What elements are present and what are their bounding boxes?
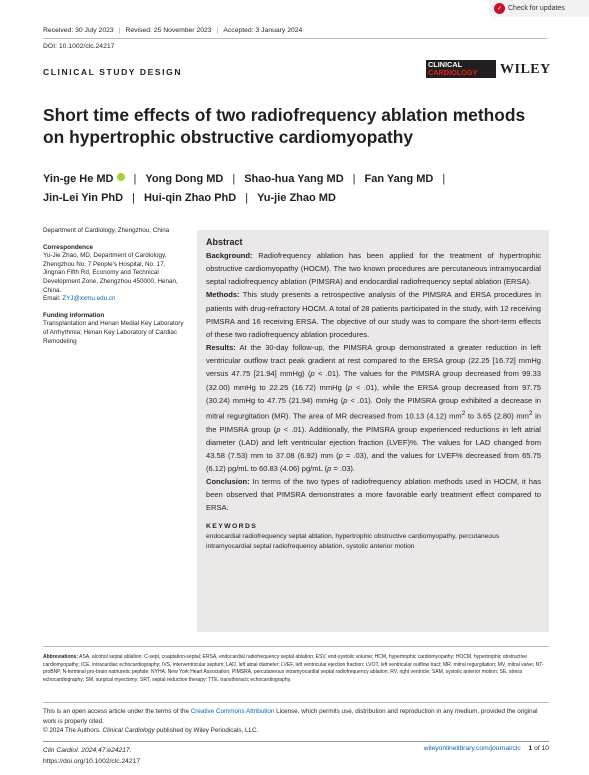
doi-url[interactable]: https://doi.org/10.1002/clc.24217 <box>43 758 141 765</box>
author-name[interactable]: Yong Dong MD <box>145 173 224 185</box>
author-separator: | <box>232 173 236 185</box>
page-number <box>529 745 549 752</box>
abstract-background <box>206 249 541 288</box>
header-divider <box>43 38 547 39</box>
results-label: Results: <box>206 343 236 353</box>
methods-text: This study presents a retrospective analysis of the PIMSRA and ERSA procedures in patients with drug-refractory HOCM. A total of 28 patients participated in the study, with 12 receiving PIMSRA and 16 receiving ERSA. The objective of our study was to compare the short-term effects of these two radiofrequency ablation procedures. <box>206 290 541 339</box>
superscript: 2 <box>528 409 533 417</box>
section-label: CLINICAL STUDY DESIGN <box>43 67 183 77</box>
email-link[interactable]: ZYJ@xxmu.edu.cn <box>62 295 116 303</box>
author-name[interactable]: Hui-qin Zhao PhD <box>143 192 237 204</box>
page-current: 1 <box>528 745 533 752</box>
abstract-results <box>206 341 541 475</box>
results-text: < .01). Additionally, the PIMSRA group experienced reductions in left atrial diameter (LAD) and left ventricular ejection fraction (LVEF)%. The values for LAD changed from 43.58 (7.53) mm to 37.08 (6.92) mm ( <box>206 424 541 460</box>
author-separator: | <box>245 192 249 204</box>
email-label: Email: <box>43 295 61 303</box>
footer-citation <box>43 745 140 767</box>
superscript: 2 <box>461 409 466 417</box>
results-text: to 3.65 (2.80) mm <box>465 411 529 421</box>
p-value-symbol: p <box>343 395 348 405</box>
author-separator: | <box>132 192 135 204</box>
author-separator: | <box>352 173 356 185</box>
funding-text: Transplantation and Henan Medial Key Laboratory of Arrhythmia; Henan Key Laboratory of Cardiac Remodeling <box>43 320 184 345</box>
check-updates-label: Check for updates <box>508 4 565 12</box>
license-divider <box>43 702 549 703</box>
citation-text <box>43 745 140 756</box>
correspondence-email <box>43 295 186 304</box>
orcid-icon[interactable] <box>117 173 125 181</box>
abbreviations-divider <box>43 646 549 647</box>
conclusion-text: In terms of the two types of radiofrequency ablation methods used in HOCM, it has been observed that PIMSRA demonstrates a more favorable early treatment effect compared to ERSA. <box>206 477 541 513</box>
copyright <box>43 726 549 736</box>
journal-logo <box>426 60 496 78</box>
p-value-symbol: p <box>327 464 332 474</box>
p-value-symbol: p <box>347 382 353 392</box>
article-doi: DOI: 10.1002/clc.24217 <box>43 43 115 50</box>
results-text: = .03), and the values for LVEF% decreased from 65.75 (6.12) pg/mL to 60.83 (4.06) pg/mL ( <box>206 450 541 474</box>
results-text: in the PIMSRA group ( <box>206 411 541 434</box>
license-text-part: License, which permits use, distribution and reproduction in any medium, provided the original work is properly cited. <box>43 708 538 725</box>
author-separator: | <box>442 173 446 185</box>
p-value-symbol: p <box>310 369 315 379</box>
correspondence-text: Yu-Jie Zhao, MD, Department of Cardiology, Zhengzhou No. 7 People's Hospital, No. 17, Jingnan Fifth Rd, Economy and Technical Development Zone, Zhengzhou 450000, Henan, China. <box>43 252 178 294</box>
conclusion-label: Conclusion: <box>206 477 250 487</box>
author-name[interactable]: Shao-hua Yang MD <box>244 173 344 185</box>
check-for-updates-button[interactable] <box>490 0 589 16</box>
methods-label: Methods: <box>206 290 240 300</box>
license-text-part: This is an open access article under the terms of the <box>43 708 191 715</box>
citation: Clin Cardiol. 2024;47:e24217. <box>43 747 132 754</box>
footer-divider <box>43 741 549 742</box>
author-name[interactable]: Fan Yang MD <box>364 173 434 185</box>
results-text: < .01). The values for the PIMSRA group decreased from 99.33 (32.00) mmHg to 22.25 (16.72) mmHg ( <box>206 369 541 392</box>
page-total: of 10 <box>534 745 549 752</box>
article-sidebar <box>43 227 186 346</box>
author-name[interactable]: Yu-jie Zhao MD <box>257 192 336 204</box>
keywords-heading: KEYWORDS <box>206 522 258 530</box>
author-name[interactable]: Jin-Lei Yin PhD <box>43 192 124 204</box>
results-text: < .01), while the ERSA group decreased from 97.75 (30.24) mmHg to 47.75 (21.94) mmHg ( <box>206 382 541 405</box>
abbreviations-label: Abbreviations: <box>43 654 79 660</box>
funding-heading: Funding information <box>43 311 105 319</box>
abstract-conclusion <box>206 475 541 514</box>
footer-right <box>397 745 549 752</box>
p-value-symbol: p <box>276 424 281 434</box>
copyright-part: published by Wiley Periodicals, LLC. <box>154 727 259 734</box>
author-list <box>43 170 553 208</box>
article-title: Short time effects of two radiofrequency ablation methods on hypertrophic obstructive cardiomyopathy <box>43 105 526 147</box>
check-updates-icon: ✓ <box>494 3 505 14</box>
copyright-part: © 2024 The Authors. <box>43 727 103 734</box>
accepted-date: Accepted: 3 January 2024 <box>223 27 303 34</box>
publisher-logo: WILEY <box>500 62 551 77</box>
results-text: < .01). Only the PIMSRA group exhibited a decrease in mitral regurgitation (MR). The area of MR decreased from 10.13 (4.12) mm <box>206 395 541 421</box>
results-text: At the 30-day follow-up, the PIMSRA group demonstrated a greater reduction in left ventricular outflow tract peak gradient at rest compared to the ERSA group (22.25 [16.72] mmHg versus 47.75 [21.94] mmHg) ( <box>206 343 541 379</box>
author-separator: | <box>133 173 137 185</box>
journal-logo-line1: CLINICAL <box>428 60 463 69</box>
correspondence-heading: Correspondence <box>43 243 94 251</box>
keywords-text: endocardial radiofrequency septal ablation, hypertrophic obstructive cardiomyopathy, percutaneous intramyocardial septal radiofrequency ablation, systolic anterior motion <box>206 532 500 550</box>
author-name[interactable]: Yin-ge He MD <box>43 173 114 185</box>
abstract-box <box>197 230 549 632</box>
received-date: Received: 30 July 2023 <box>43 27 114 34</box>
background-label: Background: <box>206 251 253 260</box>
date-separator: | <box>216 27 219 34</box>
abstract-heading: Abstract <box>206 237 243 247</box>
background-text: Radiofrequency ablation has been applied for the treatment of hypertrophic obstructive cardiomyopathy (HOCM). The two known procedures are percutaneous intramyocardial septal radiofrequency ablation (PIMSRA) and endocardial radiofrequency septal ablation (ERSA). <box>206 251 541 287</box>
license-block <box>43 707 549 736</box>
journal-name: Clinical Cardiology <box>102 727 155 734</box>
p-value-symbol: p <box>338 450 343 460</box>
article-dates <box>43 27 302 34</box>
abbreviations-text: ASA, alcohol septal ablation; C-sept, coaptation-septal; ERSA, endocardial radiofrequency septal ablation; ESV, end-systolic volume; HCM, hypertrophic cardiomyopathy; HOCM, hypertrophic obstructive cardiomyopathy; ICE, intracardiac echocardiography; IVS, interventricular septum; LAD, left atrial diameter; LVEF, left ventricular ejection fraction; LVOT, left ventricular outflow tract; MR, mitral regurgitation; MV, mitral valve; NT-proBNP, N-terminal pro-brain natriuretic peptide; NYHA, New York Heart Association; PIMSRA, percutaneous intramyocardial septal radiofrequency ablation; RV, right ventricle; SAM, systolic anterior motion; SE, stress echocardiography; SM, surgical myectomy; SRT, septal reduction therapy; TTE, transthoracic echocardiography. <box>43 654 544 683</box>
abbreviations <box>43 654 549 684</box>
license-text <box>43 707 549 726</box>
affiliation: Department of Cardiology, Zhengzhou, China <box>43 227 170 234</box>
journal-url-link[interactable]: wileyonlinelibrary.com/journal/clc <box>423 745 521 752</box>
abstract-methods <box>206 288 541 341</box>
date-separator: | <box>118 27 121 34</box>
revised-date: Revised: 25 November 2023 <box>125 27 212 34</box>
cc-license-link[interactable]: Creative Commons Attribution <box>190 708 275 715</box>
journal-logo-line2: CARDIOLOGY <box>428 68 478 77</box>
results-text: = .03). <box>331 464 355 474</box>
